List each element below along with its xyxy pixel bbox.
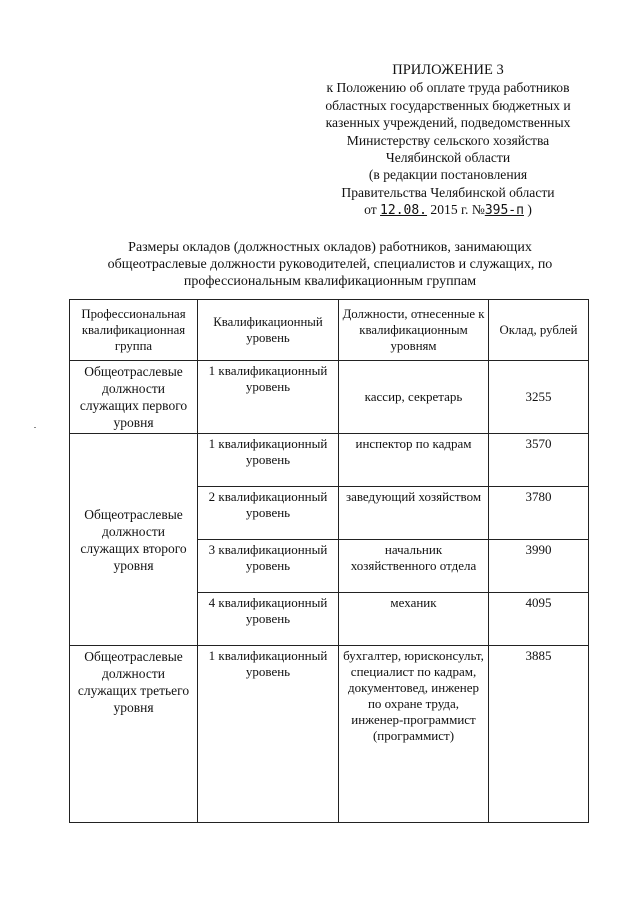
positions-cell: заведующий хозяйством — [339, 487, 489, 540]
appendix-line: казенных учреждений, подведомственных — [325, 115, 571, 131]
appendix-line: (в редакции постановления — [368, 167, 528, 183]
margin-mark — [34, 427, 36, 428]
appendix-line: Правительства Челябинской области — [341, 184, 555, 200]
level-cell: 4 квалификационный уровень — [198, 593, 339, 646]
appendix-line: областных государственных бюджетных и — [325, 97, 571, 113]
table-caption — [70, 239, 590, 290]
caption-line: общеотраслевые должности руководителей, специалистов и служащих, по — [107, 257, 553, 272]
table-row — [70, 646, 589, 823]
table-row — [70, 361, 589, 434]
salary-cell: 3990 — [489, 540, 589, 593]
level-cell: 1 квалификационный уровень — [198, 434, 339, 487]
appendix-line: Челябинской области — [385, 150, 511, 166]
positions-cell: бухгалтер, юрисконсульт, специалист по кадрам, документовед, инженер по охране труда, инженер-программист (программист) — [339, 646, 489, 823]
salary-cell: 4095 — [489, 593, 589, 646]
positions-cell: кассир, секретарь — [339, 361, 489, 434]
group-name: Общеотраслевые должности служащих первого уровня — [70, 361, 198, 434]
caption-line: Размеры окладов (должностных окладов) работников, занимающих — [128, 240, 532, 255]
salary-table — [69, 299, 589, 823]
handwritten-number: 395-п — [484, 203, 524, 219]
salary-cell: 3255 — [489, 361, 589, 434]
caption-line: профессиональным квалификационным группам — [183, 274, 477, 289]
appendix-line: Министерству сельского хозяйства — [346, 132, 550, 148]
group-name: Общеотраслевые должности служащих третьего уровня — [70, 646, 198, 823]
level-cell: 3 квалификационный уровень — [198, 540, 339, 593]
header-salary: Оклад, рублей — [489, 300, 589, 361]
date-suffix: 2015 г. № — [430, 202, 485, 218]
positions-cell: механик — [339, 593, 489, 646]
handwritten-date: 12.08. — [380, 203, 428, 219]
appendix-date-line — [300, 201, 596, 219]
appendix-title: ПРИЛОЖЕНИЕ 3 — [392, 62, 504, 78]
appendix-header — [300, 62, 596, 220]
level-cell: 2 квалификационный уровень — [198, 487, 339, 540]
table-row — [70, 434, 589, 487]
header-level: Квалификационный уровень — [198, 300, 339, 361]
salary-cell: 3885 — [489, 646, 589, 823]
closing-paren: ) — [527, 202, 532, 218]
positions-cell: инспектор по кадрам — [339, 434, 489, 487]
salary-cell: 3570 — [489, 434, 589, 487]
appendix-line: к Положению об оплате труда работников — [326, 80, 570, 96]
table-header-row — [70, 300, 589, 361]
positions-cell: начальник хозяйственного отдела — [339, 540, 489, 593]
group-name: Общеотраслевые должности служащих второго уровня — [70, 434, 198, 646]
header-positions: Должности, отнесенные к квалификационным уровням — [339, 300, 489, 361]
header-group: Профессиональная квалификационная группа — [70, 300, 198, 361]
date-prefix: от — [364, 202, 377, 218]
salary-cell: 3780 — [489, 487, 589, 540]
level-cell: 1 квалификационный уровень — [198, 646, 339, 823]
level-cell: 1 квалификационный уровень — [198, 361, 339, 434]
